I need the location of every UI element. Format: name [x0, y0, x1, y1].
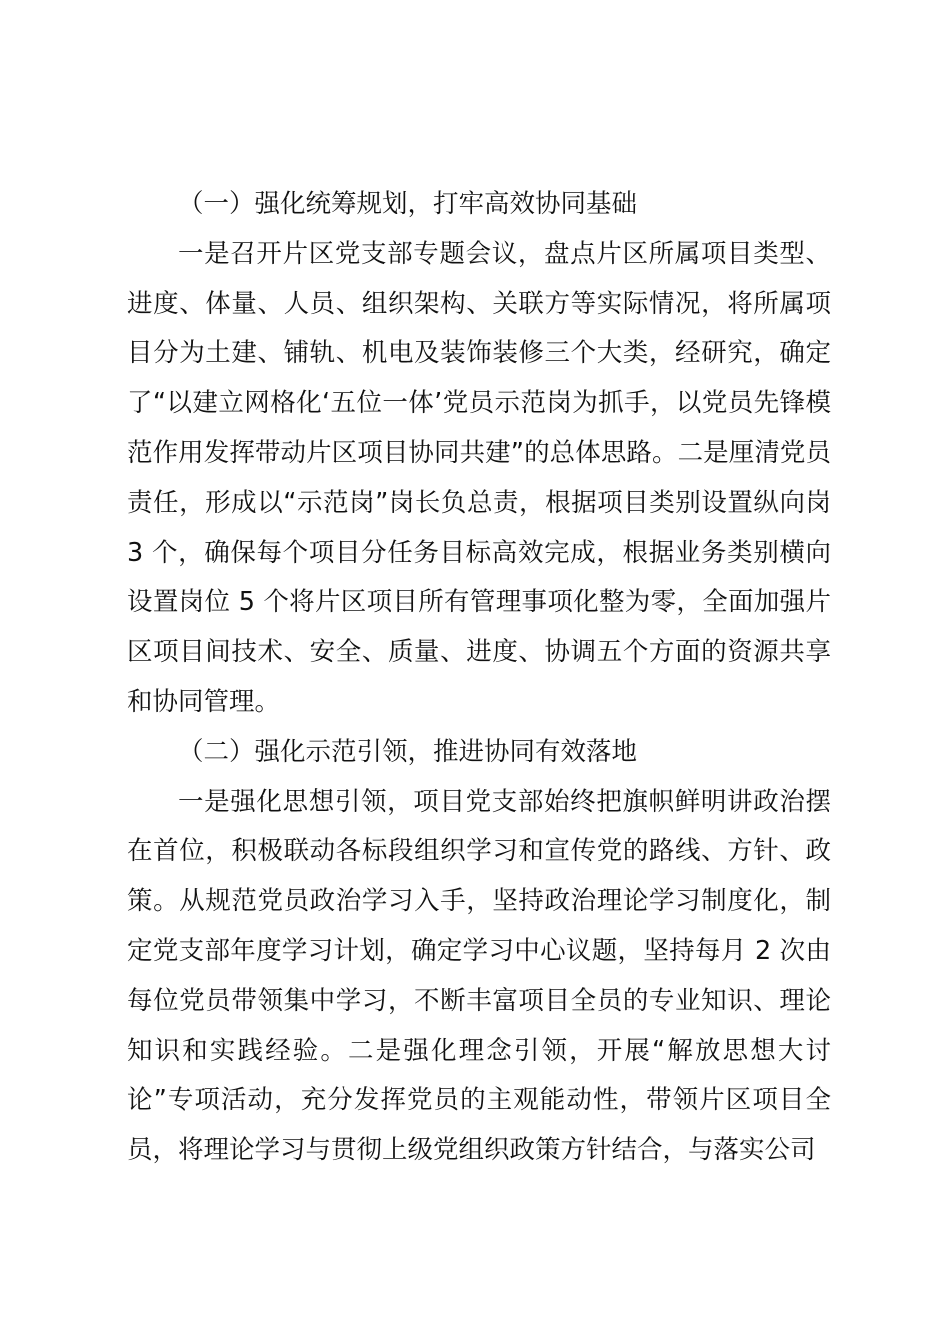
- section-body-1: 一是召开片区党支部专题会议，盘点片区所属项目类型、进度、体量、人员、组织架构、关联方等实际情况，将所属项目分为土建、铺轨、机电及装饰装修三个大类，经研究，确定了“以建立网格化‘五位一体’党员示范岗为抓手，以党员先锋模范作用发挥带动片区项目协同共建”的总体思路。二是厘清党员责任，形成以“示范岗”岗长负总责，根据项目类别设置纵向岗 3 个，确保每个项目分任务目标高效完成，根据业务类别横向设置岗位 5 个将片区项目所有管理事项化整为零，全面加强片区项目间技术、安全、质量、进度、协调五个方面的资源共享和协同管理。: [127, 238, 831, 717]
- section-body-2: 一是强化思想引领，项目党支部始终把旗帜鲜明讲政治摆在首位，积极联动各标段组织学习和宣传党的路线、方针、政策。从规范党员政治学习入手，坚持政治理论学习制度化，制定党支部年度学习计划，确定学习中心议题，坚持每月 2 次由每位党员带领集中学习，不断丰富项目全员的专业知识、理论知识和实践经验。二是强化理念引领，开展“解放思想大讨论”专项活动，充分发挥党员的主观能动性，带领片区项目全员，将理论学习与贯彻上级党组织政策方针结合，与落实公司: [127, 786, 831, 1166]
- section-heading-1: （一）强化统筹规划，打牢高效协同基础: [178, 189, 638, 219]
- document-page: [127, 180, 831, 1176]
- section-heading-2: （二）强化示范引领，推进协同有效落地: [178, 736, 638, 767]
